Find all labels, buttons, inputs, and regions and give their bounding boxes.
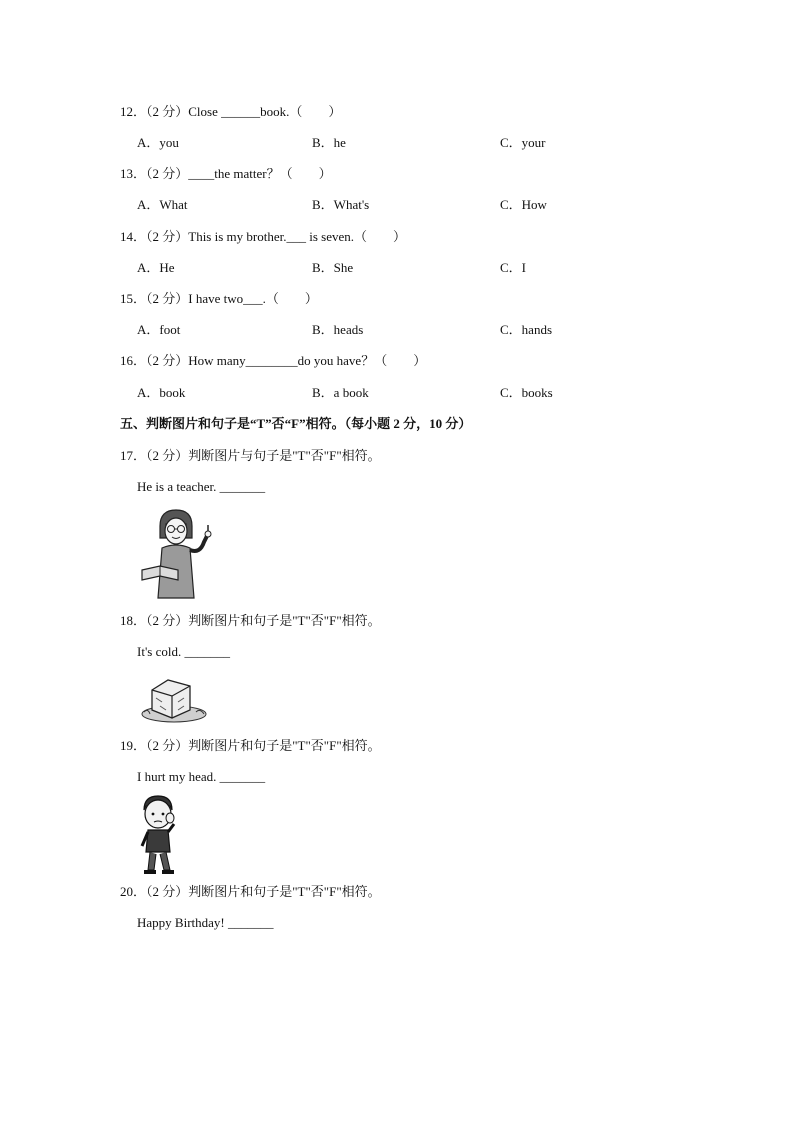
option-c: C．your [500, 135, 546, 150]
question-text: 14．（2 分）This is my brother.___ is seven.（ ） [120, 229, 406, 244]
option-a: A．book [137, 385, 186, 400]
option-b: B．he [312, 135, 346, 150]
option-c: C．I [500, 260, 527, 275]
question-sentence: He is a teacher. _______ [137, 479, 266, 494]
boy-icon [136, 794, 182, 876]
question-sentence: It's cold. _______ [137, 644, 230, 659]
option-a: A．you [137, 135, 179, 150]
question-text: 12．（2 分）Close ______book.（ ） [120, 104, 342, 119]
option-b: B．What's [312, 197, 370, 212]
option-a: A．He [137, 260, 175, 275]
question-text: 18．（2 分）判断图片和句子是"T"否"F"相符。 [120, 613, 381, 628]
option-c: C．hands [500, 322, 553, 337]
teacher-icon [138, 504, 218, 600]
section-heading: 五、判断图片和句子是“T”否“F”相符。（每小题 2 分，10 分） [120, 416, 472, 431]
option-c: C．books [500, 385, 553, 400]
question-text: 15．（2 分）I have two___.（ ） [120, 291, 318, 306]
ice-cube-icon [138, 672, 208, 724]
question-text: 19．（2 分）判断图片和句子是"T"否"F"相符。 [120, 738, 381, 753]
option-a: A．foot [137, 322, 181, 337]
option-c: C．How [500, 197, 547, 212]
question-text: 20．（2 分）判断图片和句子是"T"否"F"相符。 [120, 884, 381, 899]
question-sentence: I hurt my head. _______ [137, 769, 266, 784]
option-a: A．What [137, 197, 188, 212]
option-b: B．heads [312, 322, 364, 337]
question-text: 13．（2 分）____the matter？（ ） [120, 166, 332, 181]
option-b: B．She [312, 260, 354, 275]
question-sentence: Happy Birthday! _______ [137, 915, 274, 930]
option-b: B．a book [312, 385, 369, 400]
question-text: 16．（2 分）How many________do you have？（ ） [120, 353, 427, 368]
question-text: 17．（2 分）判断图片与句子是"T"否"F"相符。 [120, 448, 381, 463]
